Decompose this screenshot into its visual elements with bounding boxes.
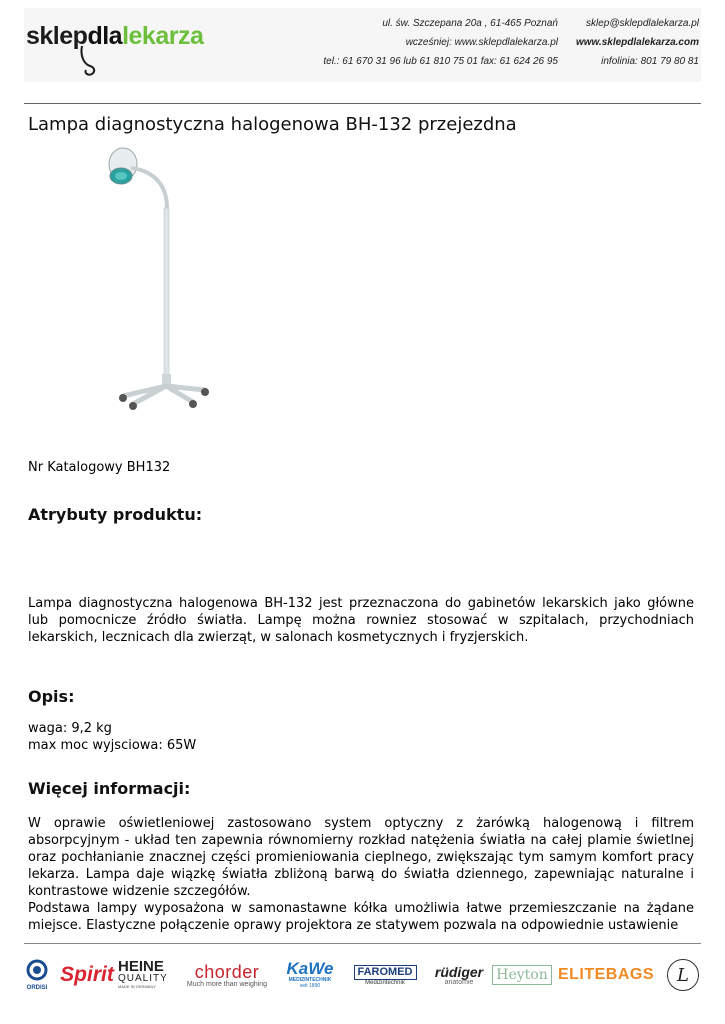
infoline: infolinia: 801 79 80 81 — [601, 56, 699, 67]
power-spec: max moc wyjsciowa: 65W — [28, 738, 197, 753]
website-link[interactable]: www.sklepdlalekarza.com — [575, 37, 699, 48]
contact-column — [323, 14, 558, 71]
brand-logos — [24, 955, 701, 995]
footer-divider — [24, 943, 701, 944]
elitebags-logo[interactable]: ELITEBAGS — [557, 966, 655, 983]
heyton-logo[interactable]: Heyton — [496, 955, 548, 995]
kawe-logo[interactable]: KaWe MEDIZINTECHNIK seit 1890 — [286, 959, 334, 989]
header-divider — [24, 103, 701, 104]
phone-numbers: tel.: 61 670 31 96 lub 61 810 75 01 fax: 61 624 26 95 — [323, 56, 558, 67]
chorder-logo[interactable]: chorder Much more than weighing — [186, 961, 268, 988]
product-title: Lampa diagnostyczna halogenowa BH-132 przejezdna — [28, 114, 517, 135]
stethoscope-icon — [76, 46, 104, 76]
faromed-logo[interactable]: FAROMED Medizintechnik — [346, 955, 424, 995]
heine-logo[interactable]: HEINE QUALITY MADE IN GERMANY — [118, 958, 168, 989]
email-link[interactable]: sklep@sklepdlalekarza.pl — [586, 18, 699, 29]
more-info-heading: Więcej informacji: — [28, 779, 191, 798]
store-address: ul. św. Szczepana 20a , 61-465 Poznań — [382, 18, 558, 29]
weight-spec: waga: 9,2 kg — [28, 721, 112, 736]
product-image — [93, 138, 217, 418]
spirit-logo[interactable]: Spirit — [60, 963, 114, 986]
ordisi-logo[interactable]: ORDISI — [24, 955, 50, 995]
previous-website: wcześniej: www.sklepdlalekarza.pl — [405, 37, 558, 48]
description-list — [28, 720, 196, 754]
ordisi-icon — [26, 959, 48, 985]
store-logo[interactable]: sklepdlalekarza — [26, 22, 204, 50]
attributes-text: Lampa diagnostyczna halogenowa BH-132 jest przeznaczona do gabinetów lekarskich jako główne lub pomocnicze źródło światła. Lampę można rowniez stosować w szpitalach, przychodniach lekarskich, lecznicach dla zwierząt, w salonach kosmetycznych i fryzjerskich. — [28, 596, 694, 645]
littmann-logo[interactable]: L — [665, 955, 701, 995]
attributes-heading: Atrybuty produktu: — [28, 505, 203, 524]
catalog-number: Nr Katalogowy BH132 — [28, 460, 171, 475]
description-heading: Opis: — [28, 687, 75, 706]
page-header — [24, 8, 701, 82]
more-info-paragraph-1: W oprawie oświetleniowej zastosowano system optyczny z żarówką halogenową i filtrem absorpcyjnym - układ ten zapewnia równomierny rozkład natężenia światła na całej plamie świetlnej oraz pochłanianie znacznej części promieniowania cieplnego, zwiększając tym samym komfort pracy lekarza. Lampa daje wiązkę światła zbliżoną barwą do światła dziennego, zapewniając naturalne i kontrastowe widzenie szczegółów. — [28, 816, 694, 899]
more-info-paragraph-2: Podstawa lampy wyposażona w samonastawne kółka umożliwia łatwe przemieszczanie na żądane miejsce. Elastyczne połączenie oprawy projektora ze statywem pozwala na odpowiednie ustawienie — [28, 901, 694, 933]
online-contact-column — [576, 14, 699, 71]
rudiger-logo[interactable]: rüdiger anatomie — [434, 963, 484, 986]
